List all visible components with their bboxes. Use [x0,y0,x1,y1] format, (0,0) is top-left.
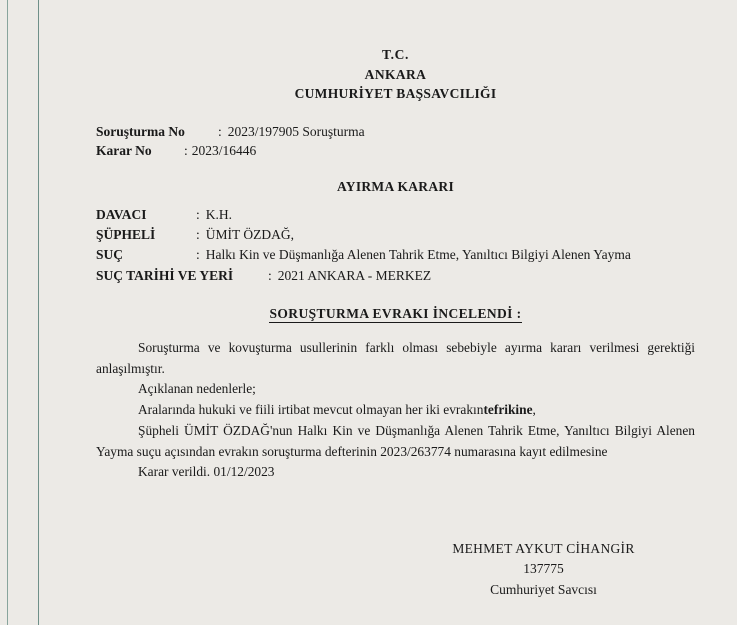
document-header [96,45,695,104]
decision-no-separator: : [184,143,188,159]
party-block [96,205,695,286]
plaintiff-separator: : [196,206,200,222]
investigation-no-label: Soruşturma No [96,123,185,139]
document-body [96,338,695,483]
signature-title: Cumhuriyet Savcısı [490,581,597,597]
case-number-block [96,122,695,161]
decision-no-label: Karar No [96,143,152,159]
offense-date-place-label: SUÇ TARİHİ VE YERİ [96,267,234,283]
plaintiff-value: K.H. [205,206,233,222]
offense-value: Halkı Kin ve Düşmanlığa Alenen Tahrik Etme, Yanıltıcı Bilgiyi Alenen Yayma [205,247,631,263]
party-row-offense-date-place [96,266,695,286]
party-row-suspect [96,225,695,245]
investigation-no-value: 2023/197905 Soruşturma [227,123,365,139]
header-line-country: T.C. [382,47,409,62]
party-row-plaintiff [96,205,695,225]
suspect-separator: : [196,227,200,243]
offense-separator: : [196,247,200,263]
signature-name: MEHMET AYKUT CİHANGİR [452,541,635,557]
section-title [96,306,695,322]
body-paragraph-5: Karar verildi. 01/12/2023 [138,464,275,480]
case-number-row-decision [96,141,695,161]
offense-date-place-value: 2021 ANKARA - MERKEZ [277,267,432,283]
header-line-city: ANKARA [364,66,427,82]
body-paragraph-3-after: , [532,402,536,418]
offense-date-place-separator: : [268,267,272,283]
plaintiff-label: DAVACI [96,206,147,222]
body-paragraph-3-before: Aralarında hukuki ve fiili irtibat mevcut olmayan her iki evrakın [138,402,484,418]
offense-label: SUÇ [96,247,124,263]
body-paragraph-3-emphasis: tefrikine [483,402,533,418]
body-paragraph-4: Şüpheli ÜMİT ÖZDAĞ'nun Halkı Kin ve Düşmanlığa Alenen Tahrik Etme, Yanıltıcı Bilgiyi Alenen Yayma suçu açısından evrakın soruşturma defterinin 2023/263774 numarasına kayıt edilmesine [96,422,695,459]
suspect-label: ŞÜPHELİ [96,227,156,243]
page-margin-rule-outer [7,0,8,625]
body-paragraph-1: Soruşturma ve kovuşturma usullerinin farklı olması sebebiyle ayırma kararı verilmesi gerektiği anlaşılmıştır. [96,339,695,376]
section-title-text: SORUŞTURMA EVRAKI İNCELENDİ : [269,305,522,321]
body-paragraph-3 [96,400,695,421]
body-paragraph-2: Açıklanan nedenlerle; [138,381,256,397]
suspect-value: ÜMİT ÖZDAĞ, [205,227,295,243]
document-content [96,0,695,600]
party-row-offense [96,245,695,265]
decision-no-value: 2023/16446 [191,143,257,159]
signature-number: 137775 [523,561,564,577]
decision-title: AYIRMA KARARI [336,178,455,194]
case-number-row-investigation [96,122,695,142]
investigation-no-separator: : [218,123,222,139]
signature-block [96,539,695,600]
header-line-office: CUMHURİYET BAŞSAVCILIĞI [294,86,497,102]
page-margin-rule-inner [38,0,39,625]
